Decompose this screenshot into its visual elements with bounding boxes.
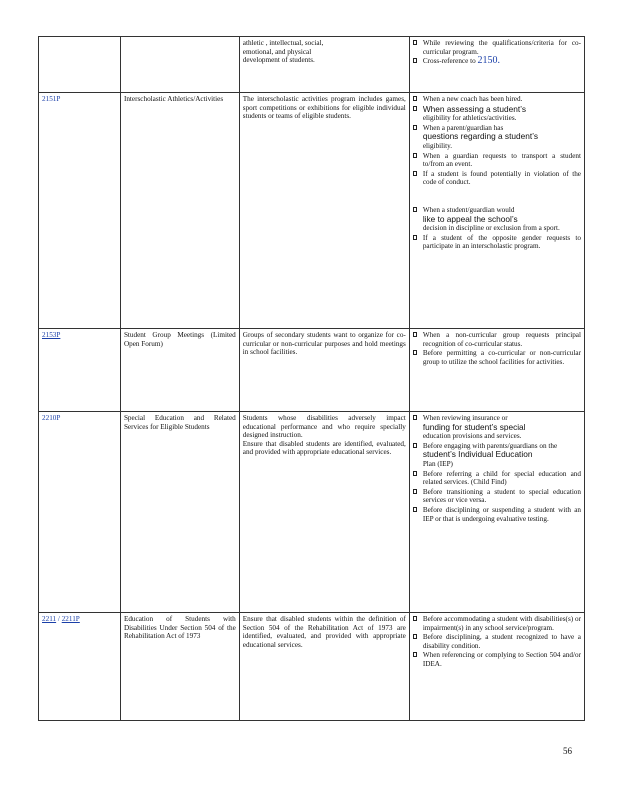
when-cell xyxy=(409,613,584,721)
policy-title: Special Education and Related Services for Eligible Students xyxy=(123,414,236,431)
list-item: When reviewing insurance or funding for student’s special education provisions and services. xyxy=(413,414,581,441)
checkbox-bullet-icon xyxy=(413,634,417,639)
checkbox-bullet-icon xyxy=(413,616,417,621)
list-item: Before transitioning a student to special education services or vice versa. xyxy=(413,488,581,505)
title-cell xyxy=(120,37,239,93)
code-cell xyxy=(39,93,121,329)
policy-table-page xyxy=(38,36,585,721)
title-cell xyxy=(120,329,239,412)
purpose-cell xyxy=(239,37,409,93)
table-row xyxy=(39,329,585,412)
purpose-line: athletic , intellectual, social, xyxy=(242,39,324,47)
checkbox-bullet-icon xyxy=(413,332,417,337)
code-cell xyxy=(39,37,121,93)
checkbox-bullet-icon xyxy=(413,207,417,212)
title-cell xyxy=(120,613,239,721)
list-item: When a guardian requests to transport a student to/from an event. xyxy=(413,152,581,169)
list-item: When a student/guardian would like to appeal the school’s decision in discipline or exclusion from a sport. xyxy=(413,206,581,233)
checkbox-bullet-icon xyxy=(413,652,417,657)
table-row xyxy=(39,93,585,329)
policy-code-link[interactable]: 2210P xyxy=(42,414,61,422)
purpose-cell xyxy=(239,613,409,721)
list-item: When referencing or complying to Section 504 and/or IDEA. xyxy=(413,651,581,668)
purpose-line: emotional, and physical xyxy=(242,47,312,56)
list-item: Before disciplining, a student recognized to have a disability condition. xyxy=(413,633,581,650)
policy-purpose: Ensure that disabled students within the definition of Section 504 of the Rehabilitation Act of 1973 are identified, evaluated, and provided with appropriate educational services. xyxy=(242,615,406,649)
title-cell xyxy=(120,93,239,329)
when-cell xyxy=(409,329,584,412)
checkbox-bullet-icon xyxy=(413,471,417,476)
list-item: If a student of the opposite gender requests to participate in an interscholastic program. xyxy=(413,234,581,251)
checkbox-bullet-icon xyxy=(413,40,417,45)
list-item: When a non-curricular group requests principal recognition of co-curricular status. xyxy=(413,331,581,348)
title-cell xyxy=(120,412,239,613)
policy-purpose: The interscholastic activities program includes games, sport competitions or exhibitions for eligible individual students or teams of eligible students. xyxy=(242,95,406,121)
purpose-cell xyxy=(239,329,409,412)
policy-table xyxy=(38,36,585,721)
list-item: Before disciplining or suspending a student with an IEP or that is undergoing evaluative testing. xyxy=(413,506,581,523)
checkbox-bullet-icon xyxy=(413,507,417,512)
list-item: While reviewing the qualifications/criteria for co-curricular program. xyxy=(413,39,581,56)
purpose-cell xyxy=(239,412,409,613)
list-item: Before accommodating a student with disabilities(s) or impairment(s) in any school service/program. xyxy=(413,615,581,632)
purpose-line: development of students. xyxy=(242,56,315,65)
checkbox-bullet-icon xyxy=(413,350,417,355)
checkbox-bullet-icon xyxy=(413,125,417,130)
policy-purpose: Groups of secondary students want to organize for co-curricular or non-curricular purposes and hold meetings in school facilities. xyxy=(242,331,406,357)
checkbox-bullet-icon xyxy=(413,106,417,111)
list-item: Before permitting a co-curricular or non-curricular group to utilize the school facilities for activities. xyxy=(413,349,581,366)
policy-purpose: Ensure that disabled students are identified, evaluated, and provided with appropriate educational services. xyxy=(242,439,406,457)
policy-purpose: Students whose disabilities adversely impact educational performance and who require specially designed instruction. xyxy=(242,414,406,440)
code-cell xyxy=(39,329,121,412)
list-item: Cross-reference to 2150. xyxy=(413,57,581,66)
table-row xyxy=(39,613,585,721)
policy-title: Interscholastic Athletics/Activities xyxy=(123,95,224,103)
checkbox-bullet-icon xyxy=(413,443,417,448)
policy-code-link[interactable]: 2151P xyxy=(42,95,61,103)
policy-code-link[interactable]: 2211 xyxy=(42,615,57,623)
when-cell xyxy=(409,412,584,613)
policy-code-link[interactable]: 2211P xyxy=(61,615,80,623)
policy-code-link[interactable]: 2153P xyxy=(42,331,61,339)
list-item: Before engaging with parents/guardians on the student’s Individual Education Plan (IEP) xyxy=(413,442,581,469)
policy-title: Student Group Meetings (Limited Open Forum) xyxy=(123,331,236,348)
table-row xyxy=(39,37,585,93)
checkbox-bullet-icon xyxy=(413,58,417,63)
code-separator: / xyxy=(57,615,60,623)
table-row xyxy=(39,412,585,613)
checkbox-bullet-icon xyxy=(413,171,417,176)
checkbox-bullet-icon xyxy=(413,96,417,101)
cross-reference-link[interactable]: 2150. xyxy=(477,55,500,67)
policy-title: Education of Students with Disabilities Under Section 504 of the Rehabilitation Act of 1973 xyxy=(123,615,236,641)
list-item: If a student is found potentially in violation of the code of conduct. xyxy=(413,170,581,187)
code-cell xyxy=(39,613,121,721)
list-item: When a new coach has been hired. xyxy=(413,95,581,104)
page-number: 56 xyxy=(563,746,572,756)
list-item: Before referring a child for special education and related services. (Child Find) xyxy=(413,470,581,487)
checkbox-bullet-icon xyxy=(413,489,417,494)
when-cell xyxy=(409,93,584,329)
checkbox-bullet-icon xyxy=(413,235,417,240)
checkbox-bullet-icon xyxy=(413,415,417,420)
purpose-cell xyxy=(239,93,409,329)
checkbox-bullet-icon xyxy=(413,153,417,158)
list-item: When assessing a student’s eligibility for athletics/activities. xyxy=(413,105,581,123)
code-cell xyxy=(39,412,121,613)
list-item: When a parent/guardian has questions regarding a student’s eligibility. xyxy=(413,124,581,151)
when-cell xyxy=(409,37,584,93)
